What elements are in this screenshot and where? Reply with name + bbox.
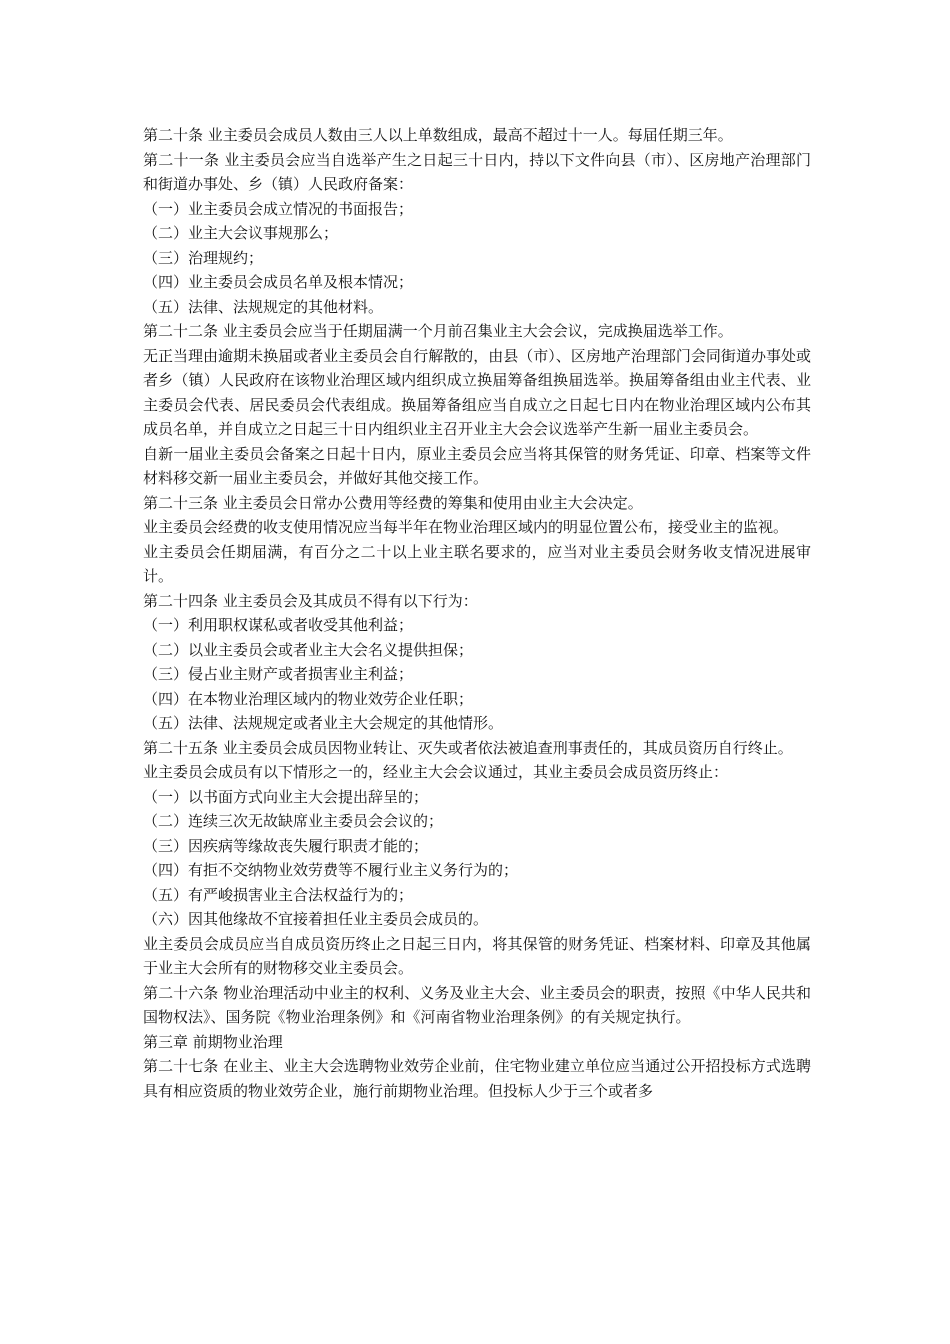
paragraph-article-24: 第二十四条 业主委员会及其成员不得有以下行为： (143, 591, 478, 610)
list-item: （一）利用职权谋私或者收受其他利益； (143, 616, 414, 634)
list-item: （五）法律、法规规定或者业主大会规定的其他情形。 (143, 714, 504, 732)
list-item: （四）业主委员会成员名单及根本情况； (143, 273, 414, 291)
list-item: （三）因疾病等缘故丧失履行职责才能的； (143, 836, 429, 855)
list-item: （四）在本物业治理区域内的物业效劳企业任职； (143, 689, 474, 708)
list-item: （六）因其他缘故不宜接着担任业主委员会成员的。 (143, 910, 489, 928)
paragraph-article-22: 第二十二条 业主委员会应当于任期届满一个月前召集业主大会会议，完成换届选举工作。 (143, 322, 733, 340)
list-item: （五）法律、法规规定的其他材料。 (143, 297, 384, 316)
document-body (143, 123, 811, 1103)
paragraph: 业主委员会成员有以下情形之一的，经业主大会会议通过，其业主委员会成员资历终止： (143, 763, 729, 781)
list-item: （三）侵占业主财产或者损害业主利益； (143, 665, 414, 683)
paragraph: 业主委员会成员应当自成员资历终止之日起三日内，将其保管的财务凭证、档案材料、印章及其他属于业主大会所有的财物移交业主委员会。 (143, 934, 811, 977)
list-item: （三）治理规约； (143, 248, 264, 267)
chapter-heading: 第三章 前期物业治理 (143, 1032, 283, 1051)
list-item: （五）有严峻损害业主合法权益行为的； (143, 885, 414, 904)
paragraph-article-21: 第二十一条 业主委员会应当自选举产生之日起三十日内，持以下文件向县（市）、区房地产治理部门和街道办事处、乡（镇）人民政府备案： (143, 150, 811, 193)
list-item: （四）有拒不交纳物业效劳费等不履行业主义务行为的； (143, 861, 519, 879)
paragraph-article-20: 第二十条 业主委员会成员人数由三人以上单数组成，最高不超过十一人。每届任期三年。 (143, 126, 733, 144)
list-item: （二）业主大会议事规那么； (143, 224, 339, 242)
paragraph-article-23: 第二十三条 业主委员会日常办公费用等经费的筹集和使用由业主大会决定。 (143, 493, 643, 512)
paragraph: 业主委员会任期届满，有百分之二十以上业主联名要求的，应当对业主委员会财务收支情况进展审计。 (143, 542, 811, 585)
paragraph: 业主委员会经费的收支使用情况应当每半年在物业治理区域内的明显位置公布，接受业主的监视。 (143, 518, 789, 536)
paragraph-article-27: 第二十七条 在业主、业主大会选聘物业效劳企业前，住宅物业建立单位应当通过公开招投标方式选聘具有相应资质的物业效劳企业，施行前期物业治理。但投标人少于三个或者多 (143, 1057, 811, 1100)
list-item: （二）连续三次无故缺席业主委员会会议的； (143, 812, 444, 830)
list-item: （二）以业主委员会或者业主大会名义提供担保； (143, 640, 474, 659)
list-item: （一）以书面方式向业主大会提出辞呈的； (143, 787, 429, 806)
list-item: （一）业主委员会成立情况的书面报告； (143, 199, 414, 218)
paragraph: 无正当理由逾期未换届或者业主委员会自行解散的，由县（市）、区房地产治理部门会同街道办事处或者乡（镇）人民政府在该物业治理区域内组织成立换届筹备组换届选举。换届筹备组由业主代表、业主委员会代表、居民委员会代表组成。换届筹备组应当自成立之日起七日内在物业治理区域内公布其成员名单，并自成立之日起三十日内组织业主召开业主大会会议选举产生新一届业主委员会。 (143, 346, 811, 438)
paragraph-article-26: 第二十六条 物业治理活动中业主的权利、义务及业主大会、业主委员会的职责，按照《中华人民共和国物权法》、国务院《物业治理条例》和《河南省物业治理条例》的有关规定执行。 (143, 983, 811, 1026)
paragraph-article-25: 第二十五条 业主委员会成员因物业转让、灭失或者依法被追查刑事责任的，其成员资历自行终止。 (143, 738, 793, 757)
paragraph: 自新一届业主委员会备案之日起十日内，原业主委员会应当将其保管的财务凭证、印章、档案等文件材料移交新一届业主委员会，并做好其他交接工作。 (143, 444, 811, 487)
